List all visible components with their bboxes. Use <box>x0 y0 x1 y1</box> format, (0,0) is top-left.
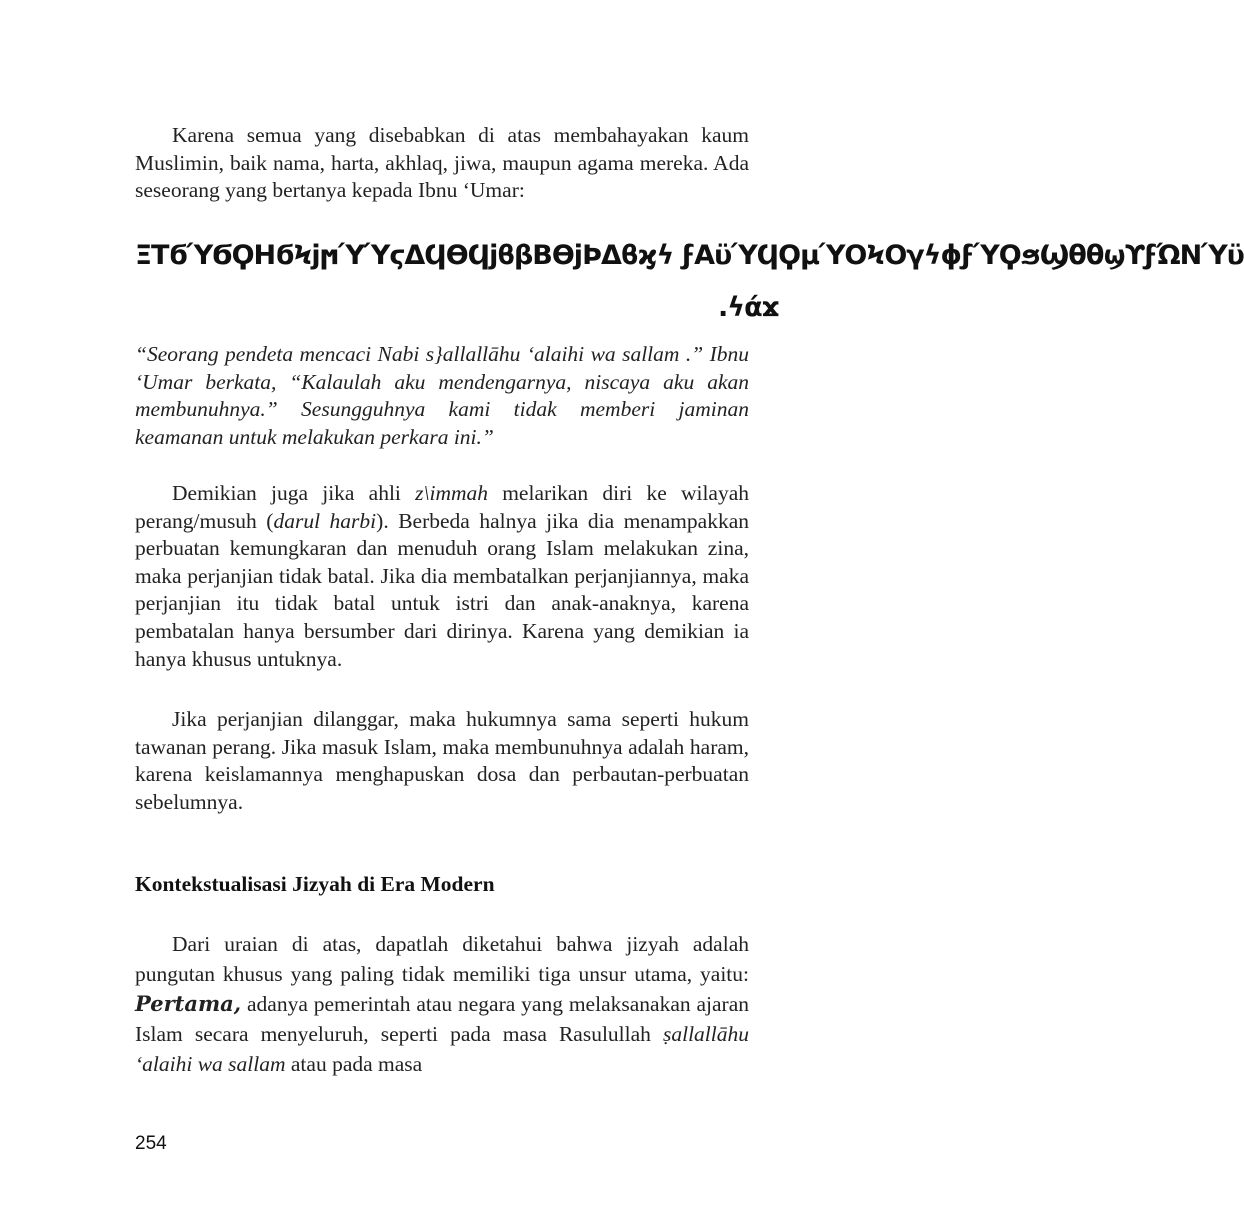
paragraph-dzimmah-text-2: melarikan diri ke wilayah perang/musuh ( <box>135 481 750 533</box>
term-pertama: Pertama, <box>135 991 242 1016</box>
term-dzimmah: z\immah <box>415 481 488 505</box>
paragraph-context-text-2: adanya pemerintah atau negara yang melaksanakan ajaran Islam secara menyeluruh, seperti pada masa Rasulullah <box>135 992 749 1046</box>
term-darul-harbi: darul harbi <box>273 508 377 533</box>
paragraph-intro: Karena semua yang disebabkan di atas membahayakan kaum Muslimin, baik nama, harta, akhlaq, jiwa, maupun agama mereka. Ada seseorang yang bertanya kepada Ibnu ‘Umar: <box>135 123 749 203</box>
paragraph-dzimmah-text-3: ). Berbeda halnya jika dia menampakkan perbuatan kemungkaran dan menuduh orang Islam melakukan zina, maka perjanjian tidak batal. Jika dia membatalkan perjanjiannya, maka perjanjian itu tidak batal untuk istri dan anak-anaknya, karena pembatalan hanya bersumber dari dirinya. Karena yang demikian ia hanya khusus untuknya. <box>135 508 749 671</box>
paragraph-violation: Jika perjanjian dilanggar, maka hukumnya sama seperti hukum tawanan perang. Jika masuk Islam, maka membunuhnya adalah haram, karena keislamannya menghapuskan dosa dan perbautan-perbuatan sebelumnya. <box>135 707 749 814</box>
paragraph-context-text-1: Dari uraian di atas, dapatlah diketahui bahwa jizyah adalah pungutan khusus yang paling tidak memiliki tiga unsur utama, yaitu: <box>135 932 749 986</box>
paragraph-context-text-3: atau pada masa <box>285 1052 423 1076</box>
hadith-translation: “Seorang pendeta mencaci Nabi s}allallāhu ‘alaihi wa sallam .” Ibnu ‘Umar berkata, “Kalaulah aku mendengarnya, niscaya aku akan membunuhnya.” Sesungguhnya kami tidak memberi jaminan keamanan untuk melakukan perkara ini.” <box>135 342 749 449</box>
paragraph-context <box>135 929 749 1079</box>
arabic-quote-line-2: .ϟάϫ <box>718 292 779 323</box>
arabic-quote-line-1: ΞΤϭΎϬϘΗϭϞϳϻΎΎϛΔϤϴϤϳϐβΒϴϳϷΔϐϗϟ ϝΑϋΎϤϘμΎΟϞΟγϟϕϝΎϘϧϢθθϣϒϝΏΝΎϋ <box>135 240 1244 271</box>
paragraph-dzimmah-text-1: Demikian juga jika ahli <box>172 481 416 505</box>
section-heading: Kontekstualisasi Jizyah di Era Modern <box>135 872 495 896</box>
term-sallallahu: ṣallallāhu ‘alaihi wa sallam <box>135 1022 749 1076</box>
paragraph-dzimmah <box>135 480 749 673</box>
page-number: 254 <box>135 1133 167 1154</box>
